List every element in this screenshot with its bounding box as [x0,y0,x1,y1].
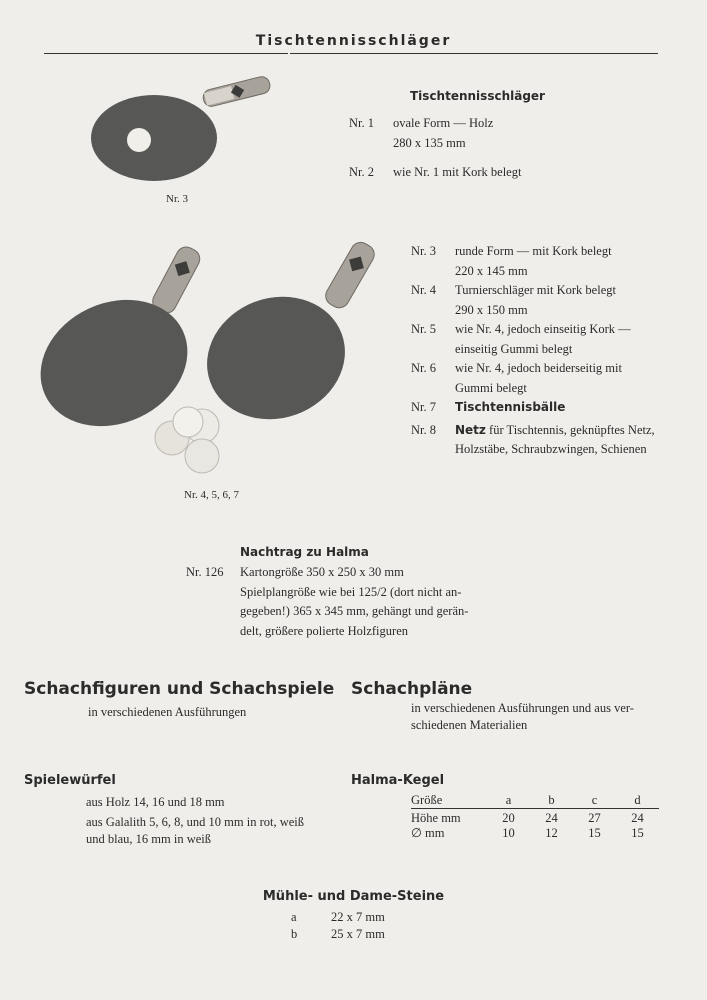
item-line: Holzstäbe, Schraubzwingen, Schienen [455,442,647,456]
text-line: in verschiedenen Ausführungen und aus ver- [411,701,634,715]
item-number: Nr. 1 [349,116,374,130]
racket-top-heading: Tischtennisschläger [410,89,545,103]
item-bold: Netz [455,422,486,437]
text-line: und blau, 16 mm in weiß [86,832,211,846]
schachfiguren-text: in verschiedenen Ausführungen [88,705,247,719]
page-title: Tischtennisschläger [255,33,452,49]
halma-kegel-table [411,793,659,841]
item-line: delt, größere polierte Holzfiguren [240,623,408,638]
item-nr-4 [411,281,673,320]
list-item [291,909,385,926]
racket-top-list [349,114,521,183]
item-number: Nr. 126 [186,565,224,579]
table-row-label: ∅ mm [411,826,445,840]
racket-oval-illustration [88,68,278,183]
item-line: einseitig Gummi belegt [455,341,573,356]
item-number: Nr. 2 [349,165,374,179]
table-cell: 20 [502,811,515,825]
item-number: Nr. 8 [411,422,436,437]
table-cell: 24 [631,811,644,825]
table-header-row [411,793,659,808]
item-nr-6 [411,359,673,398]
muehle-list [291,909,385,943]
text-line: aus Galalith 5, 6, 8, und 10 mm in rot, weiß [86,815,305,829]
schachplaene-text [411,700,634,734]
rackets-round-illustration [36,238,386,483]
table-header-cell: d [634,793,641,807]
spielewuerfel-text [86,794,304,848]
item-nr-3 [411,242,673,281]
spielewuerfel-heading: Spielewürfel [24,773,116,788]
table-cell: 27 [588,811,601,825]
schachfiguren-heading: Schachfiguren und Schachspiele [24,679,335,699]
item-nr-7 [411,398,673,418]
item-line: gegeben!) 365 x 345 mm, gehängt und gerän- [240,604,469,618]
list-item [291,926,385,943]
item-line: Kartongröße 350 x 250 x 30 mm [240,565,404,579]
table-row [411,811,659,826]
list-item-label: a [291,910,297,924]
item-line: 220 x 145 mm [455,263,528,278]
item-number: Nr. 7 [411,400,436,414]
table-rule [411,808,659,809]
item-line: Spielplangröße wie bei 125/2 (dort nicht an- [240,584,462,599]
item-nr-2 [349,163,521,183]
table-row-label: Höhe mm [411,811,461,825]
racket-bottom-caption: Nr. 4, 5, 6, 7 [184,489,239,501]
item-line: wie Nr. 4, jedoch einseitig Kork — [455,322,631,336]
header-rule-right [290,53,658,54]
item-number: Nr. 4 [411,283,436,297]
text-line: aus Holz 14, 16 und 18 mm [86,795,225,809]
schachplaene-heading: Schachpläne [351,679,473,699]
table-header-cell: Größe [411,793,443,807]
table-cell: 15 [588,826,601,840]
item-line: wie Nr. 4, jedoch beiderseitig mit [455,361,622,375]
item-line: ovale Form — Holz [393,116,494,130]
table-cell: 10 [502,826,515,840]
table-header-cell: c [591,793,598,807]
item-label: Tischtennisbälle [455,400,566,414]
text-line: schiedenen Materialien [411,718,528,732]
table-header-cell: b [548,793,555,807]
racket-bottom-list [411,242,673,460]
item-line: 290 x 150 mm [455,302,528,317]
item-line: 280 x 135 mm [393,135,466,150]
table-cell: 12 [545,826,558,840]
halma-kegel-heading: Halma-Kegel [351,773,445,788]
item-line: für Tischtennis, geknüpftes Netz, [485,422,655,437]
table-cell: 15 [631,826,644,840]
item-line: wie Nr. 1 mit Kork belegt [393,165,522,179]
item-line: Gummi belegt [455,380,527,395]
nachtrag-heading: Nachtrag zu Halma [240,545,369,559]
item-number: Nr. 5 [411,322,436,336]
nachtrag-item [186,563,468,641]
item-line: runde Form — mit Kork belegt [455,244,612,258]
item-nr-8 [411,421,673,460]
table-cell: 24 [545,811,558,825]
muehle-heading: Mühle- und Dame-Steine [262,889,445,904]
list-item-value: 25 x 7 mm [331,927,385,941]
table-header-cell: a [505,793,512,807]
item-number: Nr. 6 [411,361,436,375]
item-nr-1 [349,114,521,153]
item-nr-5 [411,320,673,359]
list-item-label: b [291,927,298,941]
table-row [411,826,659,841]
racket-top-caption: Nr. 3 [166,193,188,205]
header-rule-left [44,53,288,54]
list-item-value: 22 x 7 mm [331,910,385,924]
item-line: Turnierschläger mit Kork belegt [455,283,616,297]
item-number: Nr. 3 [411,244,436,258]
